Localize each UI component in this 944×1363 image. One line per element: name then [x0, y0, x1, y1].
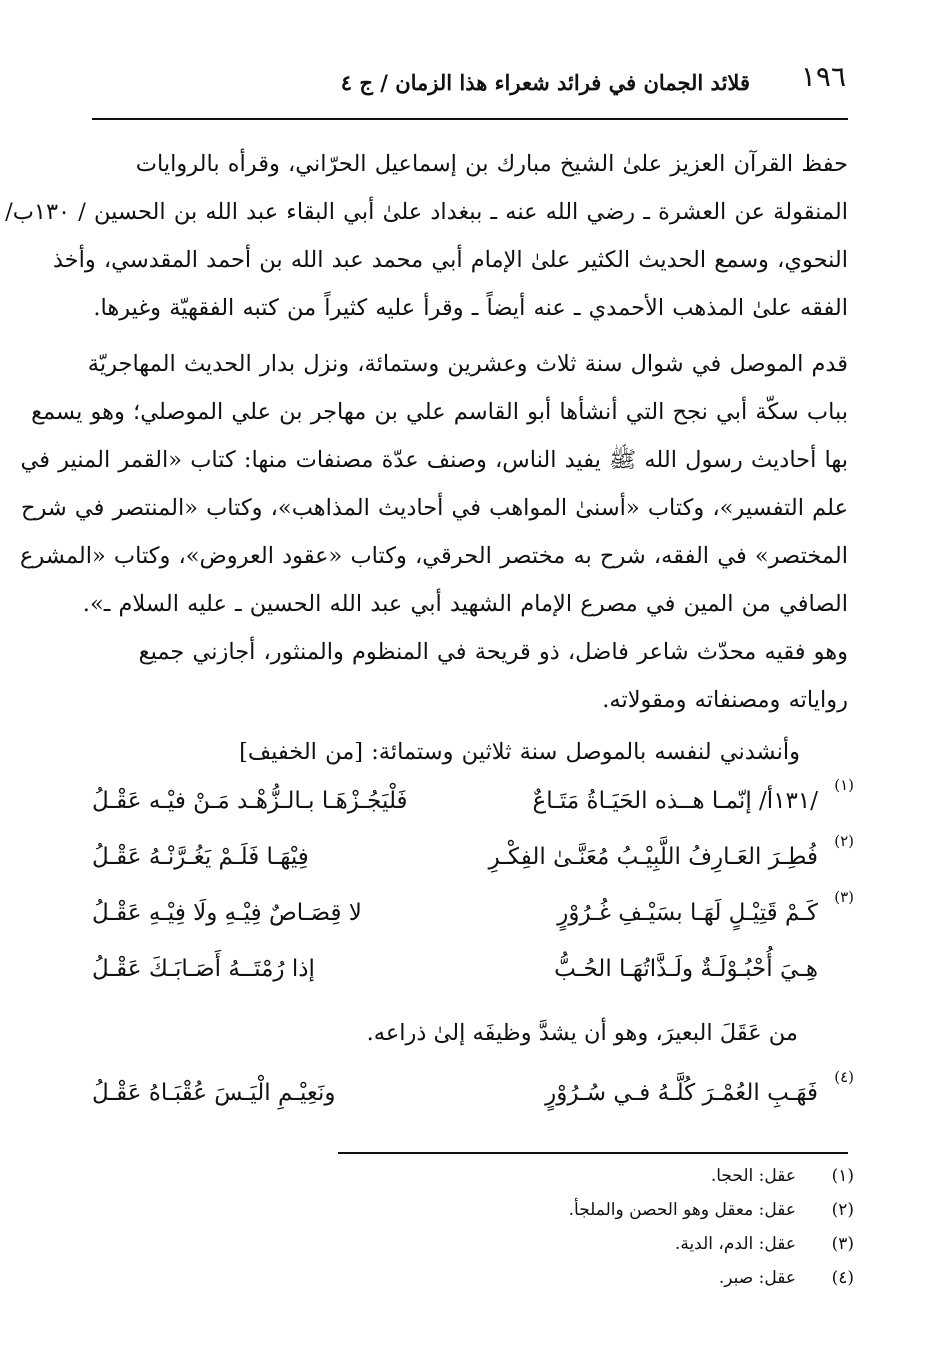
footnote-divider [338, 1152, 848, 1154]
footnote-text: عقل: الدم، الدية. [674, 1234, 796, 1254]
footnote-number: (٣) [831, 1234, 854, 1254]
verse-1 [92, 776, 854, 840]
verse-3 [92, 888, 854, 952]
text-line: المنقولة عن العشرة ـ رضي الله عنه ـ ببغداد علىٰ أبي البقاء عبد الله بن الحسين / ١٣٠ب/ [5, 199, 848, 225]
footnote-ref: (٢) [834, 832, 854, 850]
footnote-number: (٤) [831, 1268, 854, 1288]
verse-second-hemistich: لا قِصَـاصٌ فِيْـهِ ولَا فِيْـهِ عَقْـلُ [92, 900, 362, 926]
footnote-ref: (٤) [834, 1068, 854, 1086]
verse-second-hemistich: فَلْيَجُـزْهَـا بـالـزُّهْـد مَـنْ فيْـه عَقْـلُ [92, 788, 408, 814]
page-header [92, 54, 846, 112]
running-title: قلائد الجمان في فرائد شعراء هذا الزمان / ج ٤ [340, 70, 750, 95]
paragraph-2 [19, 340, 848, 628]
text-line: وأنشدني لنفسه بالموصل سنة ثلاثين وستمائة: [من الخفيف] [239, 739, 800, 765]
text-line: قدم الموصل في شوال سنة ثلاث وعشرين وستمائة، ونزل بدار الحديث المهاجريّة [87, 351, 848, 377]
footnote-item [569, 1268, 854, 1302]
footnote-number: (٢) [831, 1200, 854, 1220]
verse-first-hemistich: فُطِـرَ العَـارِفُ اللَّبِيْـبُ مُعَنَّـىٰ الفِكْـرِ [488, 844, 818, 870]
footnote-text: عقل: صبر. [718, 1268, 796, 1288]
text-line: بها أحاديث رسول الله ﷺ يفيد الناس، وصنف عدّة مصنفات منها: كتاب «القمر المنير في [20, 447, 848, 473]
text-line: علم التفسير»، وكتاب «أسنىٰ المواهب في أحاديث المذاهب»، وكتاب «المنتصر في شرح [20, 495, 848, 521]
text-line: الفقه علىٰ المذهب الأحمدي ـ عنه أيضاً ـ وقرأ عليه كثيراً من كتبه الفقهيّة وغيرها. [93, 295, 848, 321]
text-line: بباب سكّة أبي نجح التي أنشأها أبو القاسم علي بن مهاجر بن علي الموصلي؛ وهو يسمع [31, 399, 848, 425]
verse-first-hemistich: فَهَـبِ العُمْـرَ كُلَّـهُ فـي سُـرُوْرٍ [545, 1080, 818, 1106]
page-number: ١٩٦ [800, 60, 846, 93]
footnote-text: عقل: الحجا. [710, 1166, 796, 1186]
verse-first-hemistich: هِـيَ أُحْبُـوْلَـةٌ ولَـذَّاتُهَـا الحُـبُّ [554, 956, 818, 982]
text-line: حفظ القرآن العزيز علىٰ الشيخ مبارك بن إسماعيل الحرّاني، وقرأه بالروايات [135, 151, 848, 177]
footnote-ref: (٣) [834, 888, 854, 906]
footnotes [569, 1166, 854, 1302]
paragraph-3 [92, 628, 848, 724]
verse-5 [92, 1068, 854, 1132]
text-line: رواياته ومصنفاته ومقولاته. [602, 687, 848, 713]
verse-first-hemistich: /١٣١أ/ إنّمـا هــذه الحَيَـاةُ مَتَـاعٌ [532, 788, 818, 814]
gloss-line: من عَقَلَ البعيرَ، وهو أن يشدَّ وظيفَه إلىٰ ذراعه. [366, 1020, 798, 1046]
footnote-ref: (١) [834, 776, 854, 794]
paragraph-1 [5, 140, 848, 332]
verse-second-hemistich: إذا رُمْتَــهُ أَصَـابَـكَ عَقْـلُ [92, 956, 315, 982]
footnote-number: (١) [831, 1166, 854, 1186]
footnote-item [569, 1200, 854, 1234]
poem-intro [92, 728, 848, 776]
verse-4 [92, 950, 848, 1008]
footnote-item [569, 1234, 854, 1268]
footnote-item [569, 1166, 854, 1200]
text-line: الصافي من المين في مصرع الإمام الشهيد أبي عبد الله الحسين ـ عليه السلام ـ». [82, 591, 848, 617]
verse-second-hemistich: فِيْهَـا فَلَـمْ يَغُـرَّنْـهُ عَقْـلُ [92, 844, 309, 870]
verse-first-hemistich: كَـمْ قَتِيْـلٍ لَهَـا بسَيْـفِ غُـرُوْرٍ [557, 900, 818, 926]
verse-2 [92, 832, 854, 896]
text-line: المختصر» في الفقه، شرح به مختصر الحرقي، وكتاب «عقود العروض»، وكتاب «المشرع [19, 543, 848, 569]
header-divider [92, 118, 848, 120]
footnote-text: عقل: معقل وهو الحصن والملجأ. [568, 1200, 796, 1220]
text-line: النحوي، وسمع الحديث الكثير علىٰ الإمام أبي محمد عبد الله بن أحمد المقدسي، وأخذ [52, 247, 848, 273]
text-line: وهو فقيه محدّث شاعر فاضل، ذو قريحة في المنظوم والمنثور، أجازني جميع [138, 639, 848, 665]
verse-second-hemistich: ونَعِيْـمِ الْيَـسَ عُقْبَـاهُ عَقْـلُ [92, 1080, 336, 1106]
